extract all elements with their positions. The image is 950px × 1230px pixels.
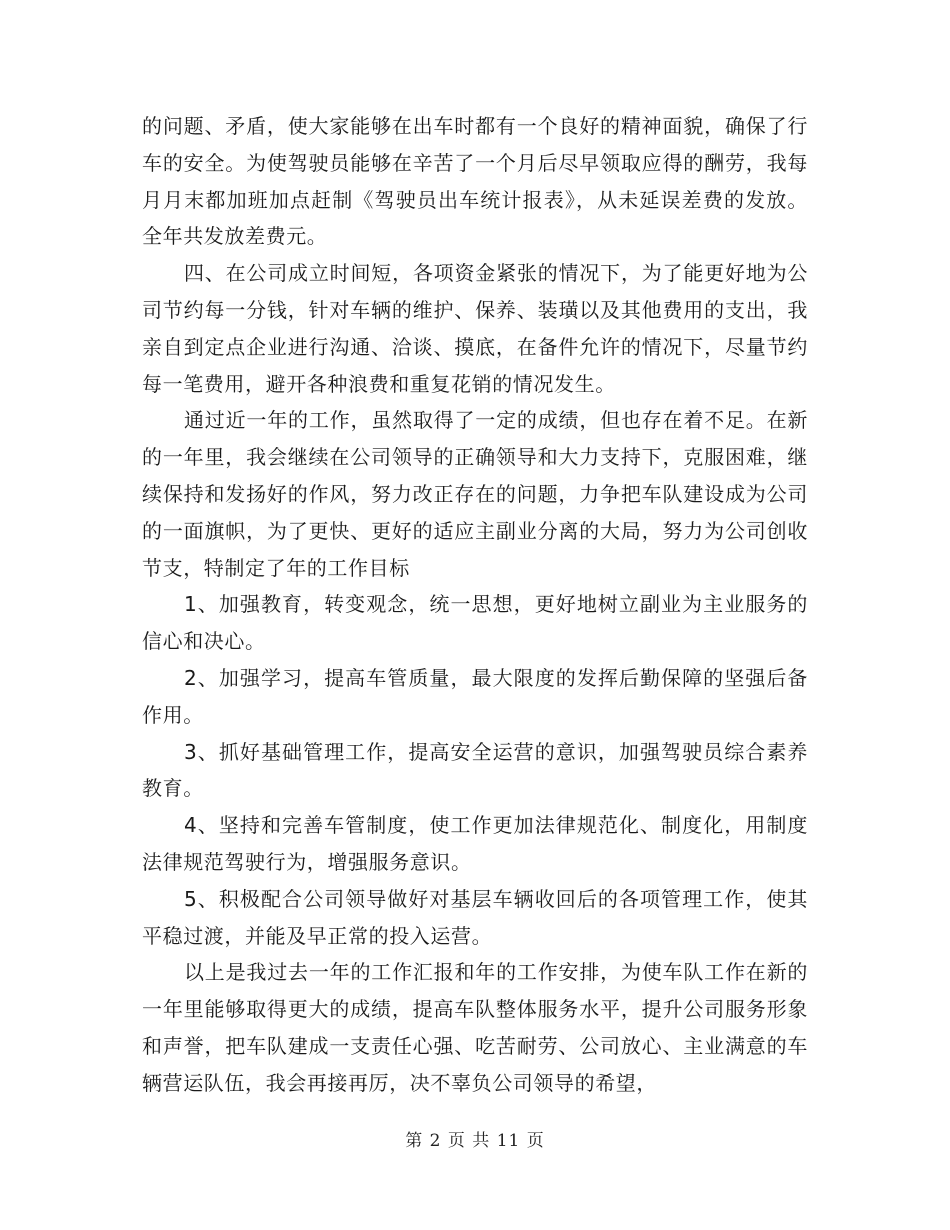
goal-item-3: 3、抓好基础管理工作，提高安全运营的意识，加强驾驶员综合素养教育。 [142, 739, 808, 801]
goal-item-1: 1、加强教育，转变观念，统一思想，更好地树立副业为主业服务的信心和决心。 [142, 592, 808, 654]
page-footer [0, 1126, 950, 1151]
footer-prefix: 第 [405, 1131, 424, 1151]
footer-suffix: 页 [526, 1131, 545, 1151]
body-text [142, 108, 808, 1102]
paragraph-closing: 以上是我过去一年的工作汇报和年的工作安排，为使车队工作在新的一年里能够取得更大的成绩，提高车队整体服务水平，提升公司服务形象和声誉，把车队建成一支责任心强、吃苦耐劳、公司放心、主业满意的车辆营运队伍，我会再接再厉，决不辜负公司领导的希望， [142, 960, 808, 1095]
footer-current-page: 2 [429, 1131, 442, 1151]
paragraph-summary: 通过近一年的工作，虽然取得了一定的成绩，但也存在着不足。在新的一年里，我会继续在公司领导的正确领导和大力支持下，克服困难，继续保持和发扬好的作风，努力改正存在的问题，力争把车队建设成为公司的一面旗帜，为了更快、更好的适应主副业分离的大局，努力为公司创收节支，特制定了年的工作目标 [142, 408, 808, 580]
paragraph-continued: 的问题、矛盾，使大家能够在出车时都有一个良好的精神面貌，确保了行车的安全。为使驾驶员能够在辛苦了一个月后尽早领取应得的酬劳，我每月月末都加班加点赶制《驾驶员出车统计报表》，从未延误差费的发放。全年共发放差费元。 [142, 114, 808, 249]
goal-item-4: 4、坚持和完善车管制度，使工作更加法律规范化、制度化，用制度法律规范驾驶行为，增强服务意识。 [142, 813, 808, 874]
footer-total-pages: 11 [496, 1131, 521, 1151]
goal-item-2: 2、加强学习，提高车管质量，最大限度的发挥后勤保障的坚强后备作用。 [142, 665, 808, 727]
paragraph-cost-saving: 四、在公司成立时间短，各项资金紧张的情况下，为了能更好地为公司节约每一分钱，针对车辆的维护、保养、装璜以及其他费用的支出，我亲自到定点企业进行沟通、洽谈、摸底，在备件允许的情况下，尽量节约每一笔费用，避开各种浪费和重复花销的情况发生。 [142, 261, 808, 396]
goal-item-5: 5、积极配合公司领导做好对基层车辆收回后的各项管理工作，使其平稳过渡，并能及早正常的投入运营。 [142, 886, 808, 948]
footer-middle: 页 共 [447, 1131, 491, 1151]
